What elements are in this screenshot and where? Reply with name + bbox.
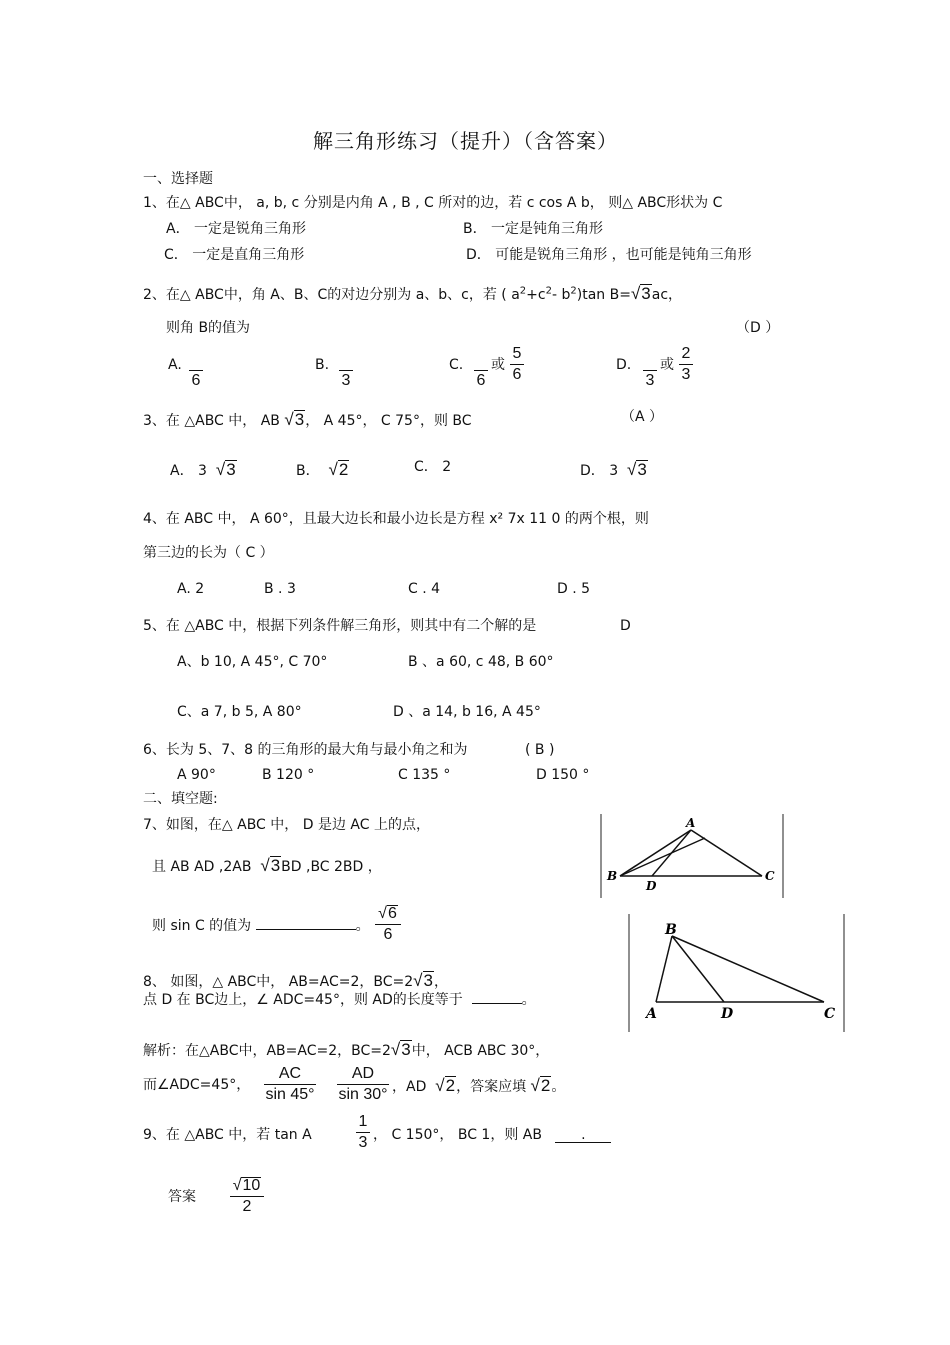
q2-option-b: B. bbox=[315, 357, 330, 373]
q9-stem-prefix: 9、在 △ABC 中，若 tan A bbox=[143, 1127, 312, 1143]
figure-1-triangle bbox=[600, 814, 784, 898]
section-choice: 一、选择题 bbox=[143, 171, 213, 187]
q1-option-d: D． 可能是锐角三角形 ，也可能是钝角三角形 bbox=[466, 247, 752, 263]
q4-option-b: B . 3 bbox=[264, 581, 296, 597]
q2-option-d-fraction-2: 2 3 bbox=[679, 346, 693, 383]
q2-option-d-fraction-1: 3 bbox=[643, 352, 657, 389]
q3-option-a: A． 3 √3 bbox=[170, 460, 236, 479]
q5-option-d: D 、a 14, b 16, A 45° bbox=[393, 704, 541, 720]
q3-option-d: D． 3 √3 bbox=[580, 460, 647, 479]
fig2-label-c: C bbox=[824, 1006, 836, 1022]
q5-option-c: C、a 7, b 5, A 80° bbox=[177, 704, 302, 720]
q9-stem-rest: ， C 150°， BC 1，则 AB . bbox=[373, 1128, 611, 1143]
q3-option-c: C． 2 bbox=[414, 459, 452, 475]
q8-line2: 点 D 在 BC边上，∠ ADC=45°，则 AD的长度等于 。 bbox=[143, 992, 536, 1008]
q1-option-a: A． 一定是锐角三角形 bbox=[166, 221, 307, 237]
q1-option-b: B． 一定是钝角三角形 bbox=[463, 221, 604, 237]
q4-stem: 4、在 ABC 中， A 60°，且最大边长和最小边长是方程 x² 7x 11 0 的两个根，则 bbox=[143, 511, 649, 527]
figure-2-triangle bbox=[628, 914, 845, 1032]
q6-stem: 6、长为 5、7、8 的三角形的最大角与最小角之和为 bbox=[143, 742, 468, 758]
q5-answer: D bbox=[620, 618, 631, 634]
page-title: 解三角形练习（提升）（含答案） bbox=[313, 129, 618, 153]
q2-option-a-fraction: 6 bbox=[189, 352, 203, 389]
q7-question: 则 sin C 的值为 。 bbox=[152, 918, 370, 934]
q4-option-a: A. 2 bbox=[177, 581, 205, 597]
q3-answer: （A ） bbox=[621, 409, 664, 425]
q2-option-c-fraction-1: 6 bbox=[474, 352, 488, 389]
q5-stem: 5、在 △ABC 中，根据下列条件解三角形，则其中有二个解的是 bbox=[143, 618, 537, 634]
q8-solution-result: ，AD √2，答案应填 √2。 bbox=[392, 1076, 566, 1095]
fig1-label-a: A bbox=[686, 816, 696, 830]
q6-option-d: D 150 ° bbox=[536, 767, 590, 783]
q6-answer: ( B ) bbox=[525, 742, 555, 758]
q6-option-a: A 90° bbox=[177, 767, 216, 783]
q7-stem: 7、如图，在△ ABC 中， D 是边 AC 上的点， bbox=[143, 817, 430, 833]
fig1-label-b: B bbox=[607, 869, 618, 883]
q2-option-c-or: 或 bbox=[491, 357, 505, 373]
fig2-label-a: A bbox=[646, 1006, 657, 1022]
q4-option-c: C . 4 bbox=[408, 581, 441, 597]
q5-option-b: B 、a 60, c 48, B 60° bbox=[408, 654, 554, 670]
q2-option-b-fraction: 3 bbox=[339, 352, 353, 389]
q9-fraction: 1 3 bbox=[356, 1114, 370, 1151]
q2-option-a: A. bbox=[168, 357, 182, 373]
q2-answer: （D ） bbox=[736, 320, 780, 336]
q6-option-c: C 135 ° bbox=[398, 767, 451, 783]
q3-stem: 3、在 △ABC 中， AB √3， A 45°， C 75°，则 BC bbox=[143, 410, 472, 429]
q8-solution-line1: 解析：在△ABC中，AB=AC=2，BC=2√3中， ACB ABC 30°， bbox=[143, 1040, 550, 1059]
q4-line2: 第三边的长为（ C ） bbox=[143, 545, 274, 561]
q3-option-b: B． √2 bbox=[296, 460, 349, 479]
q1-stem: 1、在△ ABC中， a, b, c 分别是内角 A , B , C 所对的边，若 c cos A b， 则△ ABC形状为 C bbox=[143, 195, 723, 211]
q8-fraction-ad: AD sin 30° bbox=[338, 1065, 388, 1103]
q2-question: 则角 B的值为 bbox=[166, 320, 251, 336]
q2-option-d: D. bbox=[616, 357, 632, 373]
q8-fraction-ac: AC sin 45° bbox=[265, 1065, 315, 1103]
section-fill: 二、填空题: bbox=[143, 791, 218, 807]
q8-solution-prefix: 而∠ADC=45°， bbox=[143, 1077, 251, 1093]
fig1-label-c: C bbox=[765, 869, 775, 883]
q2-stem: 2、在△ ABC中，角 A、B、C的对边分别为 a、b、c，若 ( $a^2+c^2-$ $b^2)\tan$ B=√3ac， bbox=[143, 284, 683, 303]
q2-option-c-fraction-2: 5 6 bbox=[510, 346, 524, 383]
q6-option-b: B 120 ° bbox=[262, 767, 315, 783]
q2-option-c: C. bbox=[449, 357, 464, 373]
q2-option-d-or: 或 bbox=[660, 357, 674, 373]
q1-option-c: C． 一定是直角三角形 bbox=[164, 247, 305, 263]
q7-answer-fraction: √6 6 bbox=[375, 905, 401, 943]
q9-answer-label: 答案 bbox=[168, 1189, 196, 1205]
q7-condition: 且 AB AD ,2AB √3BD ,BC 2BD ， bbox=[152, 856, 382, 875]
q5-option-a: A、b 10, A 45°, C 70° bbox=[177, 654, 328, 670]
fig2-label-d: D bbox=[721, 1006, 734, 1022]
q8-stem: 8、 如图，△ ABC中， AB=AC=2，BC=2√3， bbox=[143, 971, 448, 990]
fig2-label-b: B bbox=[665, 922, 677, 938]
fig1-label-d: D bbox=[646, 879, 657, 893]
q9-answer-fraction: √10 2 bbox=[230, 1177, 264, 1215]
q4-option-d: D . 5 bbox=[557, 581, 591, 597]
